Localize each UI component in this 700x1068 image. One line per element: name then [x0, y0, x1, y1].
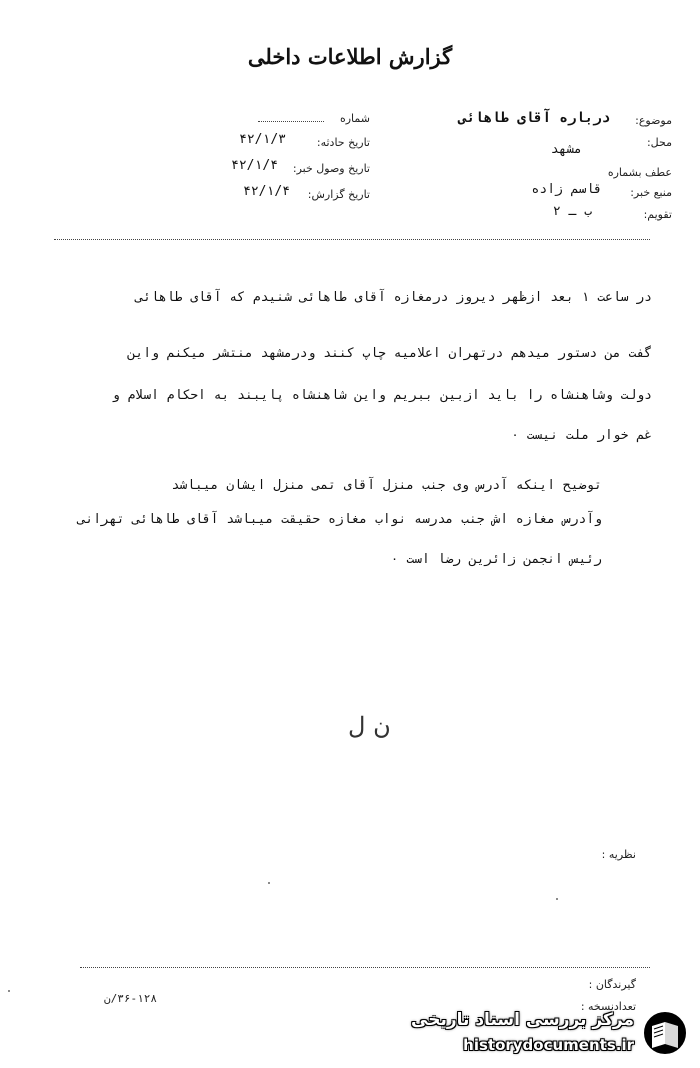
explanation-line-2: وآدرس مغازه اش جنب مدرسه نواب مغازه حقیقت میباشد آقای طاهائی تهرانی — [77, 512, 602, 527]
number-label: شماره — [339, 112, 370, 125]
reference-label: عطف بشماره — [607, 166, 672, 179]
header-right-block — [420, 110, 672, 222]
number-blank — [258, 121, 324, 122]
scan-speck — [268, 882, 270, 884]
body-line-4: غم خوار ملت نیست ۰ — [511, 428, 652, 443]
scan-speck — [556, 898, 558, 900]
body-line-3: دولت وشاهنشاه را باید ازبین ببریم واین شاهنشاه پایبند به احکام اسلام و — [111, 388, 652, 403]
receipt-date-label: تاریخ وصول خبر: — [292, 162, 370, 175]
report-date-label: تاریخ گزارش: — [307, 188, 370, 201]
header-separator — [54, 239, 650, 240]
report-title: گزارش اطلاعات داخلی — [247, 44, 453, 69]
rating-label: تقویم: — [643, 208, 672, 221]
opinion-label: نظریه : — [601, 848, 636, 861]
report-date-value: ۴۲/۱/۴ — [243, 184, 290, 199]
body-line-2: گفت من دستور میدهم درتهران اعلامیه چاپ کنند ودرمشهد منتشر میکنم واین — [127, 346, 652, 361]
subject-value: درباره آقای طاهائی — [458, 110, 610, 126]
footer-separator — [80, 967, 650, 968]
receipt-date-value: ۴۲/۱/۴ — [231, 158, 278, 173]
scan-speck — [8, 990, 10, 992]
event-date-value: ۴۲/۱/۳ — [239, 132, 286, 147]
explanation-line-3: رئیس انجمن زائرین رضا است ۰ — [390, 552, 602, 567]
subject-label: موضوع: — [635, 114, 672, 127]
watermark — [411, 1004, 696, 1064]
watermark-url: historydocuments.ir — [463, 1036, 634, 1054]
explanation-line-1: توضیح اینکه آدرس وی جنب منزل آقای تمی منزل ایشان میباشد — [171, 478, 602, 493]
header-left-block — [190, 112, 370, 202]
copies-label: تعدادنسخه : — [580, 1000, 636, 1013]
book-logo-icon — [640, 1008, 690, 1058]
body-line-1: در ساعت ۱ بعد ازظهر دیروز درمغازه آقای طاهائی شنیدم که آقای طاهائی — [135, 290, 652, 305]
source-label: منبع خبر: — [630, 186, 672, 199]
recipients-label: گیرندگان : — [588, 978, 636, 991]
place-value: مشهد — [550, 142, 582, 157]
place-label: محل: — [646, 136, 672, 149]
rating-value: ب ـ ۲ — [552, 204, 592, 219]
handwritten-initials: ن ل — [348, 712, 391, 740]
event-date-label: تاریخ حادثه: — [316, 136, 370, 149]
source-value: قاسم زاده — [531, 182, 602, 197]
document-code: ۳۶-۱۲۸/ن — [104, 992, 157, 1005]
watermark-name: مرکز بررسی اسناد تاریخی — [411, 1010, 634, 1030]
